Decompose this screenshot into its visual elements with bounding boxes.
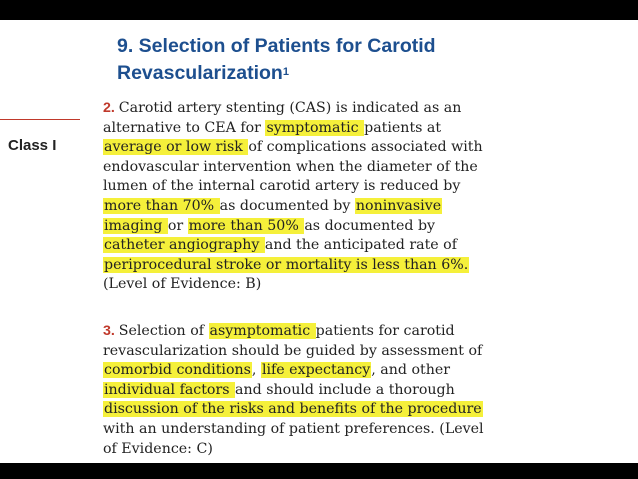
highlighted-text: noninvasive [355,197,442,214]
highlighted-text: symptomatic [266,119,364,136]
text-line [103,217,633,237]
recommendation-number: 3. [103,323,119,339]
recommendation-number: 2. [103,100,119,116]
body-text: Carotid artery stenting (CAS) is indicated as an [118,100,462,116]
highlighted-text: periprocedural stroke or mortality is less than 6%. [104,256,469,273]
text-line [103,322,633,342]
recommendation-2 [103,99,633,295]
class-label: Class I [8,137,57,154]
body-text: of Evidence: C) [103,440,213,457]
highlighted-text: individual factors [104,381,235,398]
bottom-black-band [80,463,638,479]
text-line [103,99,633,119]
text-line [103,342,633,362]
text-line [103,381,633,401]
body-text: as documented by [219,197,355,214]
text-line [103,256,633,276]
section-title-line-2: Revascularization [117,62,283,84]
highlighted-text: more than 70% [104,197,219,214]
body-text: Selection of [118,323,209,339]
body-text: endovascular intervention when the diameter of the [103,158,478,175]
highlighted-text: catheter angiography [104,237,264,254]
body-text: and the anticipated rate of [264,237,457,254]
text-line [103,361,633,381]
text-line [103,400,633,420]
section-title-line-1: 9. Selection of Patients for Carotid [117,35,436,57]
highlighted-text: comorbid conditions [104,362,251,379]
text-line [103,236,633,256]
highlighted-text: life expectancy [261,362,371,379]
body-text: with an understanding of patient preferences. (Level [103,420,484,437]
body-text: as documented by [304,217,436,234]
body-text: or [167,217,188,234]
text-line [103,440,633,460]
highlighted-text: discussion of the risks and benefits of the procedure [104,401,482,418]
highlighted-text: imaging [104,217,167,234]
body-text: , [251,362,261,379]
text-line [103,158,633,178]
highlighted-text: asymptomatic [209,323,315,339]
body-text: revascularization should be guided by assessment of [103,342,483,359]
body-text: , and other [371,362,451,379]
section-title [117,33,436,87]
text-line [103,138,633,158]
body-text: patients at [364,119,442,136]
text-line [103,119,633,139]
highlighted-text: more than 50% [188,217,304,234]
body-text: (Level of Evidence: B) [103,276,262,293]
body-text: alternative to CEA for [103,119,266,136]
highlighted-text: average or low risk [104,139,248,156]
body-text: lumen of the internal carotid artery is reduced by [103,178,461,195]
body-text: of complications associated with [248,139,483,156]
footnote-superscript: 1 [282,66,289,78]
recommendation-3 [103,322,633,459]
body-text: patients for carotid [315,323,455,339]
text-line [103,420,633,440]
class-divider-rule [0,119,80,120]
text-line [103,197,633,217]
text-line [103,177,633,197]
text-line [103,275,633,295]
body-text: and should include a thorough [235,381,455,398]
